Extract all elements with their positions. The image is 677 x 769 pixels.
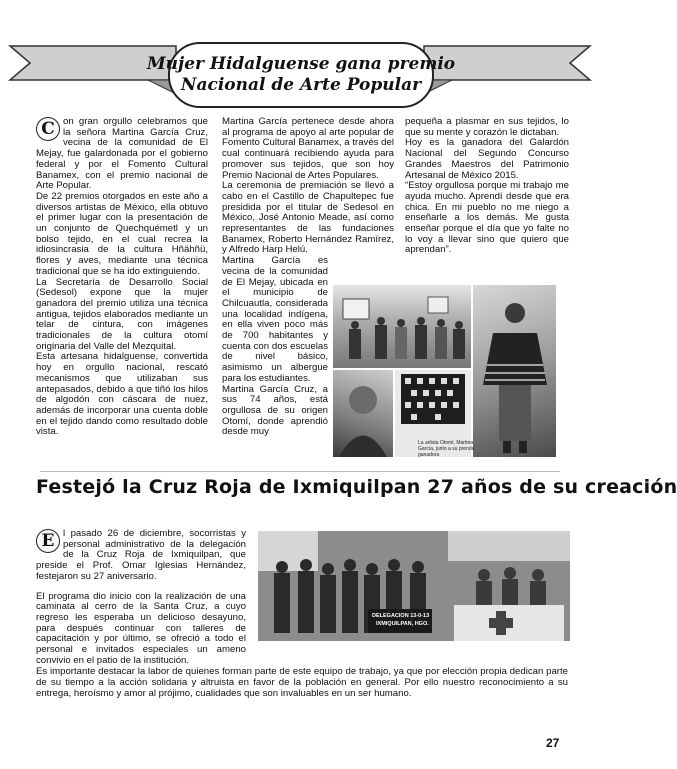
paragraph: “Estoy orgullosa porque mi trabajo me ayuda mucho. Aprendí desde que era chica. En mi pueblo no me niego a enseñarle a los demás. Me gusta enseñar porque el día que yo falte no lo voy a llevar sino que quiero que aprendan”. <box>405 180 569 256</box>
paragraph-text: l pasado 26 de diciembre, socorristas y personal administrativo de la delegación de la Cruz Roja de Ixmiquilpan, que preside el Prof. Omar Iglesias Hernández, festejaron su 27 aniversario. <box>36 528 246 582</box>
paragraph: De 22 premios otorgados en este año a diversos artistas de México, ella obtuvo el primer lugar con la presentación de un conjunto de Quechquémetl y un bolso tejido, en el cual recrea la idiosincrasia de la cultura Hñähñü, flores y aves, mediante una técnica tradicional que se ha ido extinguiendo. <box>36 190 208 277</box>
textile-graphic <box>395 370 471 430</box>
model-with-quechquemetl-photo <box>473 285 556 457</box>
paragraph: Es importante destacar la labor de quienes forman parte de este equipo de trabajo, ya que por elección propia dedican parte de su tiempo a la acción solidaria y altruista en favor de la población en general. Por ello nuestro reconocimiento a su entrega, heroísmo y amor al prójimo, cualidades que son invaluables en un ser humano. <box>36 666 568 699</box>
title-line-1: Mujer Hidalguense gana premio <box>146 54 456 74</box>
paragraph: Martina García es vecina de la comunidad de El Mejay, ubicada en el municipio de Chilcuautla, considerada una localidad indígena, en ella viven poco más de 700 habitantes y cuenta con dos escuelas de nivel básico, asimismo un albergue para los estudiantes. <box>222 255 328 384</box>
paragraph: Martina García Cruz, a sus 74 años, está orgullosa de su origen Otomí, donde aprendió desde muy <box>222 383 328 438</box>
model-graphic <box>473 285 556 457</box>
paragraph: La Secretaría de Desarrollo Social (Sedesol) expone que la mujer ganadora del premio utiliza una técnica antigua, tejidos elaborados mediante un telar de cintura, con imágenes tradicionales de la cultura otomí originaria del Valle del Mezquital. <box>36 276 208 352</box>
article-title <box>146 42 456 108</box>
delegation-banner-text-1: DELEGACION 13-0-13 <box>372 613 430 619</box>
delegation-banner-text-2: IXMIQUILPAN, HGO. <box>376 621 429 627</box>
paragraph: pequeña a plasmar en sus tejidos, lo que su mente y corazón le dictaban. <box>405 116 569 138</box>
ceremony-people-graphic <box>333 285 471 368</box>
paragraph: Esta artesana hidalguense, convertida hoy en orgullo nacional, rescató mecanismos que utilizaban sus antepasados, debido a que tiñó los hilos de algodón con cáscara de nuez, además de incorporar una cuenta doble en el tejido dando como resultado doble vista. <box>36 351 208 438</box>
ceremony-photo <box>333 285 471 368</box>
photo-collage <box>333 285 556 457</box>
photo-caption: La artista Otomí, Martina García, junto a su prenda ganadora <box>418 440 475 458</box>
article2-headline: Festejó la Cruz Roja de Ixmiquilpan 27 años de su creación <box>36 476 677 498</box>
article1-column-3 <box>405 117 569 256</box>
article2-bottom-paragraph <box>36 667 568 700</box>
artisan-portrait-photo <box>333 370 393 457</box>
article1-column-1 <box>36 117 208 438</box>
dropcap: C <box>36 117 60 141</box>
paragraph <box>36 117 208 192</box>
paragraph-text: on gran orgullo celebramos que la señora Martina García Cruz, vecina de la comunidad de El Mejay, fue galardonada por el gobierno federal y por el Fomento Cultural Banamex, con el premio nacional de Arte Popular. <box>36 116 208 192</box>
page-number: 27 <box>546 736 560 750</box>
paragraph: Martina García pertenece desde ahora al programa de apoyo al arte popular de Fomento Cultural Banamex, a través del cual continuará recibiendo ayuda para promover sus tejidos, que son hoy Premio Nacional de Artes Populares. <box>222 116 394 181</box>
paragraph <box>36 529 246 583</box>
title-line-2: Nacional de Arte Popular <box>180 75 422 95</box>
section-divider <box>40 471 560 472</box>
artisan-graphic <box>333 370 393 457</box>
dropcap: E <box>36 529 60 553</box>
cruz-roja-group-photo <box>258 531 570 641</box>
paragraph: La ceremonia de premiación se llevó a cabo en el Castillo de Chapultepec fue presidida por el titular de Sedesol en México, José Antonio Meade, así como representantes de las fundaciones Banamex, Roberto Hernández Ramírez, y Alfredo Harp Helú. <box>222 180 394 256</box>
paragraph: El programa dio inicio con la realización de una caminata al cerro de la Santa Cruz, a cuyo regreso les esperaba un delicioso desayuno, para después continuar con talleres de capacitación y por último, se ofreció a todo el personal e invitados especiales un ameno convivio en el patio de la institución. <box>36 590 246 666</box>
article2-left-column <box>36 529 246 675</box>
paragraph: Hoy es la ganadora del Galardón Nacional del Segundo Concurso Grandes Maestros del Patrimonio Artesanal de México 2015. <box>405 137 569 181</box>
